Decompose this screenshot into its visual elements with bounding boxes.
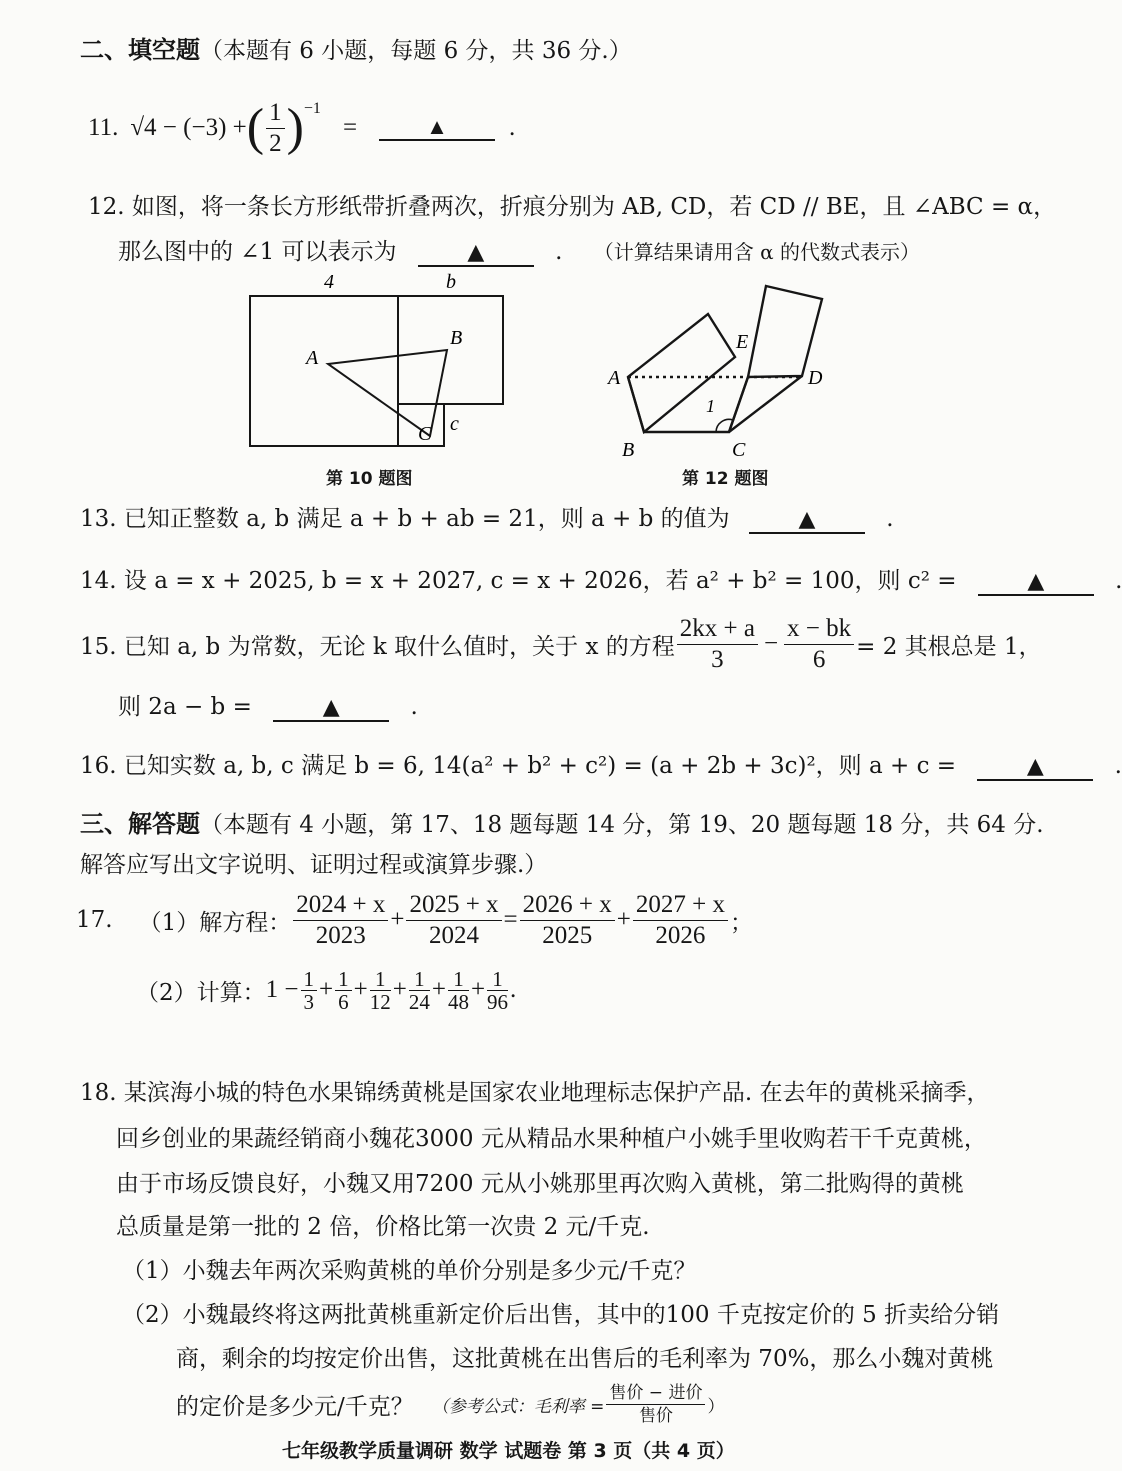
q18-formula-den: 售价 [638,1405,673,1426]
figure-10 [240,268,530,458]
q11-frac-num: 1 [266,98,285,129]
q15-answer-blank[interactable]: ▲ [273,696,389,722]
q11-paren-frac: ( $\frac{1}{2}$ ) $^{-1}$ [246,98,321,157]
q15-fraction-1 [677,614,758,675]
q18-p2-question: 的定价是多少元/千克？ [176,1393,414,1420]
question-15 [80,612,1042,676]
q18-line-3: 由于市场反馈良好，小魏又用7200 元从小姚那里再次购入黄桃，第二批购得的黄桃 [116,1171,964,1197]
fig10-label-B: B [450,327,463,349]
q17-frac-4: $\frac{2027 + x}{2026}$ [633,890,728,951]
q17-number: 17. [76,907,113,933]
q11-expression: √4 − (−3) + [130,114,247,141]
fig10-caption: 第 10 题图 [326,469,413,489]
q16-answer-blank[interactable]: ▲ [977,755,1093,781]
q17-p2-op-4: + [431,976,446,1003]
q18-part-2-line-2: 商，剩余的均按定价出售，这批黄桃在出售后的毛利率为 70%，那么小魏对黄桃 [176,1346,994,1372]
q13-answer-blank[interactable]: ▲ [749,508,865,534]
page-footer: 七年级教学质量调研 数学 试题卷 第 3 页（共 4 页） [282,1440,735,1462]
q17-p2-frac-6: $\frac{1}{96}$ [487,966,509,1014]
fig12-label-C: C [732,439,746,461]
question-11: 11. √4 − (−3) + ( $\frac{1}{2}$ ) $^{-1}$ = ▲ . [88,98,516,157]
fig12-upper-flap [628,314,735,432]
q15-fraction-2 [784,614,854,675]
q17-p2-op-1: + [319,976,334,1003]
q11-answer-blank[interactable]: ▲ [379,115,495,141]
q17-op-plus: + [390,906,405,933]
fig12-lower-fold [628,377,748,432]
q15-tail: = 2 其根总是 1， [856,633,1042,660]
q17-p2-frac-1: $\frac{1}{3}$ [301,968,318,1013]
q18-line-4: 总质量是第一批的 2 倍，价格比第一次贵 2 元/千克. [116,1214,650,1240]
q17-p2-period: . [510,976,517,1003]
section-2-note: （本题有 6 小题，每题 6 分，共 36 分.） [200,38,632,64]
q17-semicolon: ； [729,909,753,936]
q12-answer-blank[interactable]: ▲ [418,241,534,267]
section-2-heading: 二、填空题 [80,36,200,64]
q18-part-2-line-1: （2）小魏最终将这两批黄桃重新定价后出售，其中的100 千克按定价的 5 折卖给分销 [122,1302,1000,1328]
fig10-label-A: A [306,347,319,369]
q17-p2-op-5: + [470,976,486,1003]
section-3-note: （本题有 4 小题，第 17、18 题每题 14 分，第 19、20 题每题 18 分，共 64 分. [200,812,1044,838]
section-2-title [80,30,632,65]
q15-line-2: 则 2a − b = ▲ . [118,694,418,720]
q12-line-2: 那么图中的 ∠1 可以表示为 ▲ . （计算结果请用含 α 的代数式表示） [118,239,921,265]
section-3-heading: 三、解答题 [80,810,200,838]
q17-p2-frac-3: $\frac{1}{12}$ [369,966,391,1014]
q12-hint: （计算结果请用含 α 的代数式表示） [593,240,921,264]
q17-p2-frac-2: $\frac{1}{6}$ [335,968,352,1013]
q15-f2-num: x − bk [784,614,854,645]
q12-line-1: 12. 如图，将一条长方形纸带折叠两次，折痕分别为 AB, CD，若 CD // BE，且 ∠ABC = α， [88,194,1057,220]
figure-12 [596,280,846,470]
q17-p2-frac-4: $\frac{1}{24}$ [408,966,430,1014]
q14-text: 14. 设 a = x + 2025, b = x + 2027, c = x + 2026，若 a² + b² = 100，则 c² = [80,568,957,594]
q11-exponent: −1 [303,99,321,117]
q18-formula-label: （参考公式：毛利率 = [431,1396,605,1417]
q11-number: 11. [88,114,119,141]
q17-p2-label: （2）计算： [136,979,266,1006]
fig12-label-D: D [808,367,823,389]
q15-minus: − [763,630,779,657]
fig10-label-c: c [450,413,459,435]
fig12-caption: 第 12 题图 [682,469,769,489]
q17-op-equals: = [503,906,518,933]
q15-prompt: 则 2a − b = [118,694,252,720]
q18-line-1: 18. 某滨海小城的特色水果锦绣黄桃是国家农业地理标志保护产品. 在去年的黄桃采摘季， [80,1080,990,1106]
q11-equals: = [342,114,358,141]
q18-formula-close: ） [707,1396,725,1417]
q15-f1-den: 3 [711,645,724,673]
fig10-label-b: b [446,271,456,293]
question-13: 13. 已知正整数 a, b 满足 a + b + ab = 21，则 a + b 的值为 ▲ . [80,506,894,532]
fig12-label-B: B [622,439,635,461]
fig12-fold-CD [729,376,802,432]
q11-fraction [266,98,285,159]
fig10-label-4: 4 [324,271,334,293]
q17-p1-label: （1）解方程： [138,909,292,936]
q18-line-2: 回乡创业的果蔬经销商小魏花3000 元从精品水果种植户小姚手里收购若干千克黄桃， [116,1126,987,1152]
q17-p2-op-2: + [353,976,368,1003]
fig12-label-A: A [608,367,621,389]
fig12-angle-label: 1 [706,396,715,416]
fig10-left-rect [250,296,398,446]
q14-answer-blank[interactable]: ▲ [978,570,1094,596]
section-3-title [80,804,1044,839]
q18-part-1: （1）小魏去年两次采购黄桃的单价分别是多少元/千克？ [122,1258,697,1284]
fig10-label-C: C [418,423,432,445]
question-14: 14. 设 a = x + 2025, b = x + 2027, c = x + 2026，若 a² + b² = 100，则 c² = ▲ . [80,568,1122,594]
q17-p2-op-3: + [392,976,407,1003]
q15-f2-den: 6 [812,645,826,673]
q15-lead: 15. 已知 a, b 为常数，无论 k 取什么值时，关于 x 的方程 [80,633,675,660]
q17-frac-2: $\frac{2025 + x}{2024}$ [406,890,501,951]
q11-frac-den: 2 [269,129,282,157]
fig10-right-rect [398,296,503,404]
question-16: 16. 已知实数 a, b, c 满足 b = 6, 14(a² + b² + c²) = (a + 2b + 3c)²，则 a + c = ▲ . [80,753,1122,779]
q17-op-plus-2: + [616,906,631,933]
fig12-right-strip [748,286,822,377]
q17-p2-frac-5: $\frac{1}{48}$ [447,966,469,1014]
q17-p2-lead: 1 − [265,976,299,1003]
q16-text: 16. 已知实数 a, b, c 满足 b = 6, 14(a² + b² + c²) = (a + 2b + 3c)²，则 a + c = [80,753,957,779]
q12-prompt: 那么图中的 ∠1 可以表示为 [118,239,397,265]
q13-text: 13. 已知正整数 a, b 满足 a + b + ab = 21，则 a + b 的值为 [80,506,730,532]
q18-part-2-line-3 [176,1380,724,1428]
q17-part-1 [76,888,753,952]
q17-frac-1: $\frac{2024 + x}{2023}$ [293,890,388,951]
q18-formula-num: 售价 − 进价 [606,1382,705,1405]
q15-f1-num: 2kx + a [677,614,758,645]
q17-frac-3: $\frac{2026 + x}{2025}$ [520,890,615,951]
q18-formula-fraction [606,1382,705,1427]
fig12-label-E: E [736,331,749,353]
q17-part-2 [136,958,516,1022]
section-3-line-2: 解答应写出文字说明、证明过程或演算步骤.） [80,852,548,878]
